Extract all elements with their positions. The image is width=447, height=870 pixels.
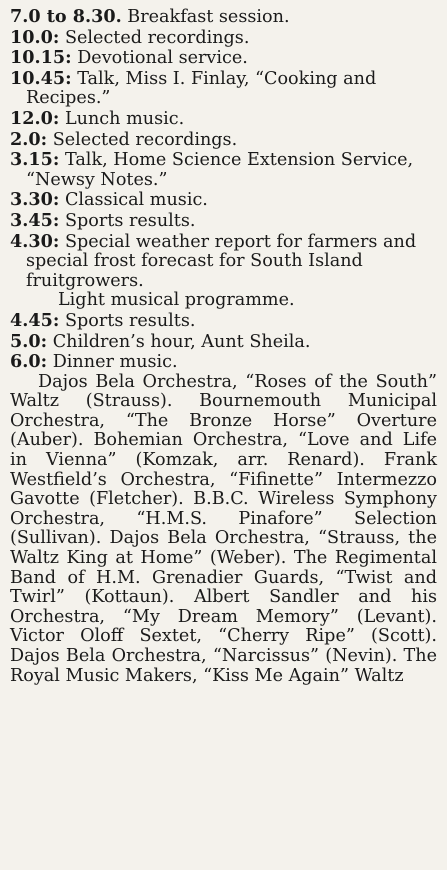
schedule-entry xyxy=(10,190,437,211)
entry-text: Breakfast session. xyxy=(127,7,290,27)
entry-time: 3.30: xyxy=(10,189,60,211)
schedule-entry xyxy=(10,311,437,332)
entry-text: Sports results. xyxy=(64,210,196,231)
entry-text: Sports results. xyxy=(64,310,196,331)
entry-text: Devotional service. xyxy=(77,48,248,69)
entry-text: Lunch music. xyxy=(64,108,185,129)
entry-time: 4.30: xyxy=(10,230,60,252)
schedule-entry xyxy=(10,211,437,232)
schedule-entry xyxy=(10,332,437,353)
entry-text: Talk, Home Science Extension Service, “Newsy Notes.” xyxy=(26,150,414,190)
dinner-music-programme: Dajos Bela Orchestra, “Roses of the South” Waltz (Strauss). Bournemouth Municipal Orchestra, “The Bronze Horse” Overture (Auber). Bohemian Orchestra, “Love and Life in Vienna” (Komzak, arr. Renard). Frank Westfield’s Orchestra, “Fifinette” Intermezzo Gavotte (Fletcher). B.B.C. Wireless Symphony Orchestra, “H.M.S. Pinafore” Selection (Sullivan). Dajos Bela Orchestra, “Strauss, the Waltz King at Home” (Weber). The Regimental Band of H.M. Grenadier Guards, “Twist and Twirl” (Kottaun). Albert Sandler and his Orchestra, “My Dream Memory” (Levant). Victor Oloff Sextet, “Cherry Ripe” (Scott). Dajos Bela Orchestra, “Narcissus” (Nevin). The Royal Music Makers, “Kiss Me Again” Waltz xyxy=(10,371,437,686)
entry-time: 3.15: xyxy=(10,149,60,171)
entry-time: 12.0: xyxy=(10,107,60,129)
schedule-entry xyxy=(10,7,437,28)
entry-time: 10.0: xyxy=(10,26,60,48)
schedule-entry xyxy=(10,232,437,292)
entry-text: Selected recordings. xyxy=(52,129,238,150)
schedule-entry xyxy=(10,48,437,69)
entry-time: 3.45: xyxy=(10,209,60,231)
entry-time: 10.15: xyxy=(10,47,72,69)
entry-text: Children’s hour, Aunt Sheila. xyxy=(52,331,311,352)
entry-text: Dinner music. xyxy=(52,352,178,373)
schedule-entry xyxy=(10,109,437,130)
entry-time: 7.0 to 8.30. xyxy=(10,6,122,27)
schedule-entry xyxy=(10,69,437,109)
entry-text: Selected recordings. xyxy=(64,27,250,48)
entry-text: Talk, Miss I. Finlay, “Cooking and Recipes.” xyxy=(26,68,377,109)
entry-time: 10.45: xyxy=(10,67,72,89)
schedule-entry xyxy=(10,130,437,151)
entry-text: Classical music. xyxy=(64,190,208,211)
entry-time: 4.45: xyxy=(10,309,60,331)
schedule-entry xyxy=(10,150,437,190)
schedule-entry xyxy=(10,352,437,373)
entry-time: 2.0: xyxy=(10,128,48,150)
entry-text: Special weather report for farmers and special frost forecast for South Island fruitgrowers. xyxy=(26,231,417,291)
entry-time: 5.0: xyxy=(10,330,48,352)
programme-note: Light musical programme. xyxy=(58,290,295,311)
entry-time: 6.0: xyxy=(10,351,48,373)
schedule-entry xyxy=(10,28,437,49)
